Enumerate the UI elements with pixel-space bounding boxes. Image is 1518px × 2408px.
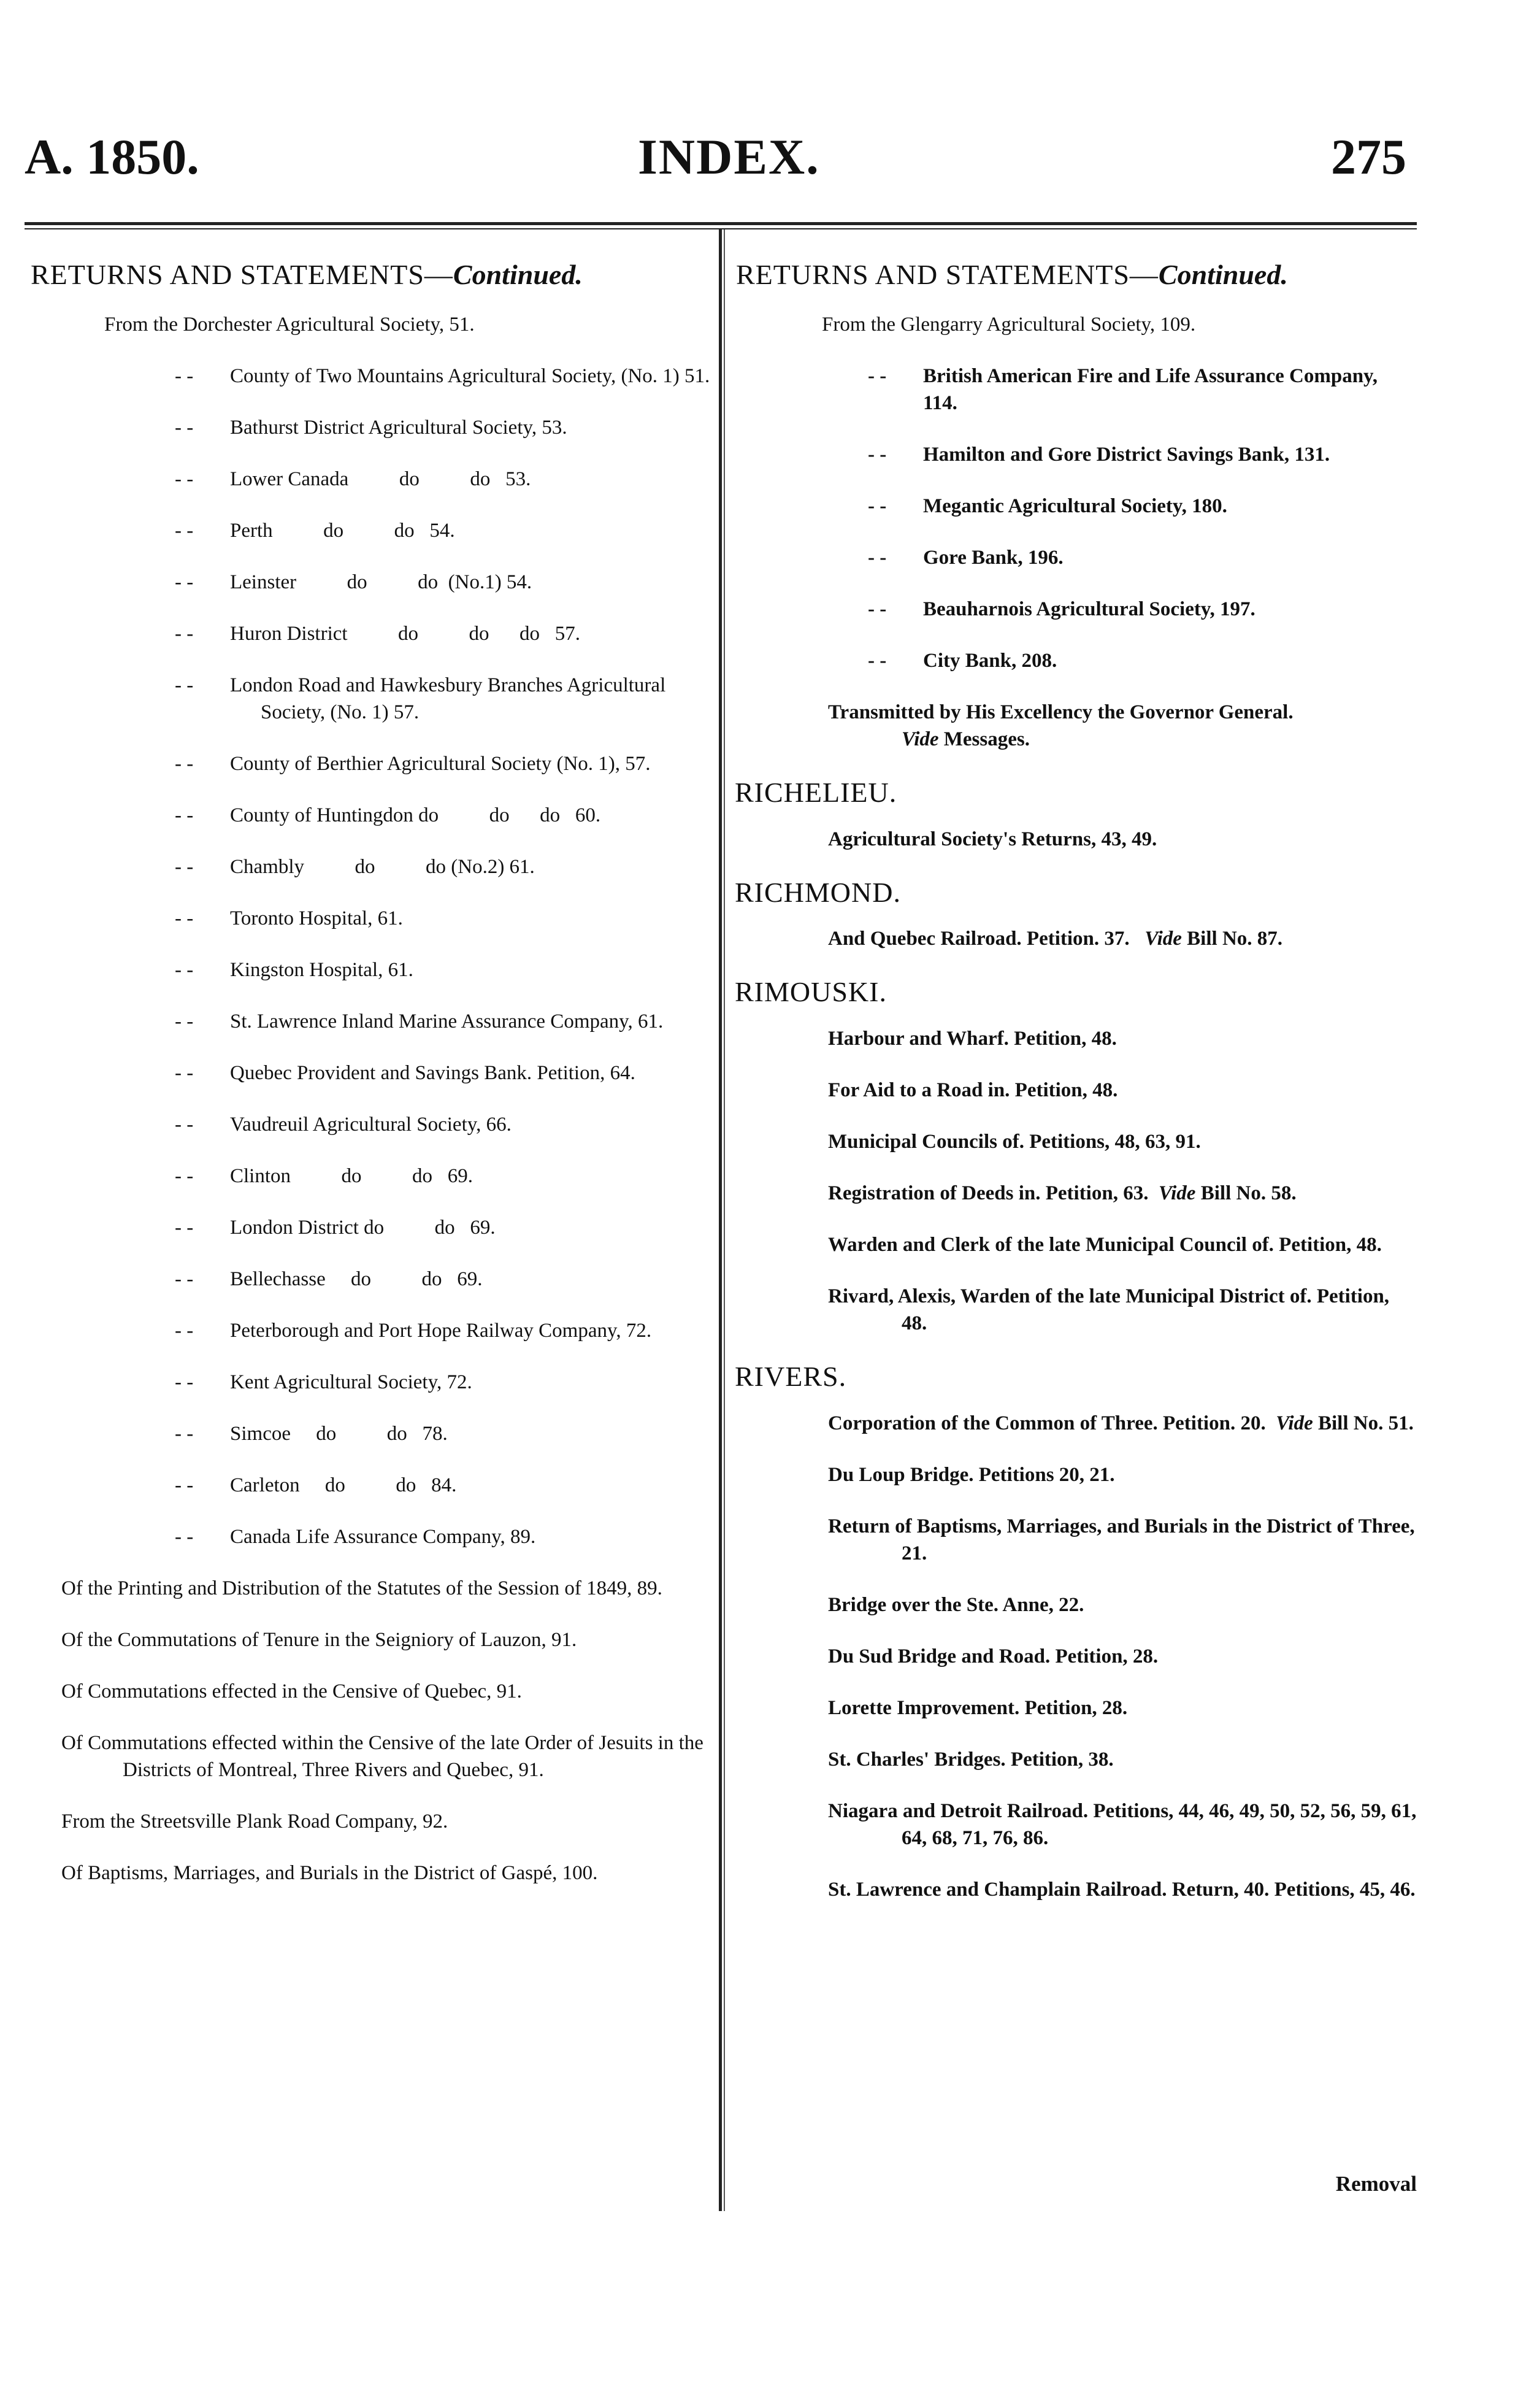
entry-text: Registration of Deeds in. Petition, 63. <box>828 1182 1149 1204</box>
subentry-text: Kingston Hospital, 61. <box>230 959 413 982</box>
index-subentry: - - Leinster do do (No.1) 54. <box>31 569 718 596</box>
index-entry: Municipal Councils of. Petitions, 48, 63, 91. <box>828 1130 1201 1153</box>
index-subentry: - - Peterborough and Port Hope Railway Company, 72. <box>31 1317 718 1344</box>
subentry-text: Chambly do do (No.2) 61. <box>230 856 535 879</box>
index-entry: Of the Commutations of Tenure in the Seigniory of Lauzon, 91. <box>61 1629 577 1652</box>
index-entry <box>736 925 1417 952</box>
index-entry: Bridge over the Ste. Anne, 22. <box>828 1593 1084 1616</box>
vide-word: Vide <box>1276 1412 1313 1434</box>
index-entry: Du Loup Bridge. Petitions 20, 21. <box>828 1463 1115 1486</box>
vide-target: Bill No. 87. <box>1181 928 1283 950</box>
index-subentry: - - Huron District do do do 57. <box>31 620 718 647</box>
index-subentry: - - Vaudreuil Agricultural Society, 66. <box>31 1111 718 1138</box>
subentry-text: County of Huntingdon do do do 60. <box>230 804 601 827</box>
index-entry: Lorette Improvement. Petition, 28. <box>828 1696 1128 1719</box>
index-subentry: - - London District do do 69. <box>31 1214 718 1241</box>
index-entry: St. Lawrence and Champlain Railroad. Return, 40. Petitions, 45, 46. <box>828 1878 1416 1901</box>
index-subentry: - - Hamilton and Gore District Savings Bank, 131. <box>736 441 1417 468</box>
left-column <box>31 258 718 1911</box>
index-subentry: - - British American Fire and Life Assurance Company, 114. <box>736 363 1417 417</box>
section-continued: Continued. <box>1158 259 1288 290</box>
index-subentry: - - Lower Canada do do 53. <box>31 466 718 493</box>
index-subentry: - - Canada Life Assurance Company, 89. <box>31 1523 718 1550</box>
subentry-text: Simcoe do do 78. <box>230 1423 448 1445</box>
subentry-text: Megantic Agricultural Society, 180. <box>923 495 1227 518</box>
index-subentry: - - Simcoe do do 78. <box>31 1420 718 1447</box>
index-subentry: - - Gore Bank, 196. <box>736 544 1417 571</box>
page-title: INDEX. <box>638 129 820 185</box>
index-subentry: - - County of Two Mountains Agricultural Society, (No. 1) 51. <box>31 363 718 390</box>
section-heading-text: RETURNS AND STATEMENTS— <box>31 259 453 290</box>
index-subentry: - - Chambly do do (No.2) 61. <box>31 853 718 880</box>
subentry-text: Toronto Hospital, 61. <box>230 907 403 930</box>
index-entry: Harbour and Wharf. Petition, 48. <box>828 1027 1117 1050</box>
vide-target: Bill No. 51. <box>1313 1412 1414 1434</box>
index-subentry: - - City Bank, 208. <box>736 647 1417 674</box>
subentry-text: Bathurst District Agricultural Society, 53. <box>230 417 567 439</box>
index-entry: From the Streetsville Plank Road Company, 92. <box>61 1810 448 1833</box>
index-entry: Of Commutations effected in the Censive of Quebec, 91. <box>61 1680 522 1703</box>
entry-text: Corporation of the Common of Three. Petition. 20. <box>828 1412 1266 1434</box>
index-heading-rivers: RIVERS. <box>735 1360 847 1392</box>
right-column <box>736 258 1417 1928</box>
index-subentry: - - Kingston Hospital, 61. <box>31 956 718 983</box>
index-heading-richmond: RICHMOND. <box>735 876 901 908</box>
index-subentry: - - County of Berthier Agricultural Society (No. 1), 57. <box>31 750 718 777</box>
vide-word: Vide <box>1158 1182 1196 1204</box>
vide-word: Vide <box>1144 928 1182 950</box>
index-subentry: - - County of Huntingdon do do do 60. <box>31 802 718 829</box>
subentry-text: Clinton do do 69. <box>230 1165 473 1188</box>
index-entry: Du Sud Bridge and Road. Petition, 28. <box>828 1645 1159 1668</box>
subentry-text: Perth do do 54. <box>230 520 455 542</box>
index-entry: Of Commutations effected within the Censive of the late Order of Jesuits in the Districts of Montreal, Three Rivers and Quebec, 91. <box>61 1732 703 1782</box>
subentry-text: Carleton do do 84. <box>230 1474 457 1497</box>
index-entry: Return of Baptisms, Marriages, and Burials in the District of Three, 21. <box>828 1515 1415 1564</box>
vide-target: Messages. <box>938 728 1030 751</box>
section-heading <box>31 258 718 291</box>
subentry-text: Gore Bank, 196. <box>923 547 1064 569</box>
index-entry <box>736 1410 1417 1437</box>
index-subentry: - - St. Lawrence Inland Marine Assurance Company, 61. <box>31 1008 718 1035</box>
subentry-text: Lower Canada do do 53. <box>230 468 531 491</box>
subentry-text: County of Berthier Agricultural Society (No. 1), 57. <box>230 753 651 775</box>
subentry-text: St. Lawrence Inland Marine Assurance Company, 61. <box>230 1010 664 1033</box>
header-rule-thick <box>25 222 1417 225</box>
entry-text: And Quebec Railroad. Petition. 37. <box>828 928 1130 950</box>
column-divider <box>719 229 722 2211</box>
subentry-text: Quebec Provident and Savings Bank. Petition, 64. <box>230 1062 635 1085</box>
subentry-text: Leinster do do (No.1) 54. <box>230 571 532 594</box>
index-entry: Niagara and Detroit Railroad. Petitions, 44, 46, 49, 50, 52, 56, 59, 61, 64, 68, 71, 76, 86. <box>828 1799 1417 1849</box>
index-subentry: - - Megantic Agricultural Society, 180. <box>736 493 1417 520</box>
subentry-text: County of Two Mountains Agricultural Society, (No. 1) 51. <box>230 365 710 388</box>
index-entry: Of Baptisms, Marriages, and Burials in the District of Gaspé, 100. <box>61 1862 598 1885</box>
index-entry: From the Dorchester Agricultural Society, 51. <box>104 314 475 336</box>
subentry-text: City Bank, 208. <box>923 650 1057 672</box>
index-subentry: - - Quebec Provident and Savings Bank. Petition, 64. <box>31 1060 718 1087</box>
index-subentry: - - Bathurst District Agricultural Society, 53. <box>31 414 718 441</box>
subentry-text: Bellechasse do do 69. <box>230 1268 483 1291</box>
index-entry <box>736 1180 1417 1207</box>
catchword: Removal <box>1335 2172 1417 2196</box>
vide-target: Bill No. 58. <box>1195 1182 1297 1204</box>
subentry-text: Beauharnois Agricultural Society, 197. <box>923 598 1255 621</box>
index-heading-richelieu: RICHELIEU. <box>735 777 897 809</box>
transmitted-text: Transmitted by His Excellency the Governor General. <box>828 701 1294 724</box>
page-number: 275 <box>1331 129 1406 185</box>
subentry-text: Canada Life Assurance Company, 89. <box>230 1526 536 1548</box>
section-continued: Continued. <box>453 259 583 290</box>
subentry-text: Kent Agricultural Society, 72. <box>230 1371 472 1394</box>
index-subentry: - - London Road and Hawkesbury Branches Agricultural Society, (No. 1) 57. <box>31 672 718 726</box>
subentry-text: London District do do 69. <box>230 1217 496 1239</box>
index-subentry: - - Toronto Hospital, 61. <box>31 905 718 932</box>
vide-word: Vide <box>902 728 939 751</box>
index-entry: Warden and Clerk of the late Municipal Council of. Petition, 48. <box>828 1233 1382 1256</box>
index-subentry: - - Clinton do do 69. <box>31 1163 718 1190</box>
index-entry: For Aid to a Road in. Petition, 48. <box>828 1079 1118 1101</box>
column-divider-inner <box>724 229 725 2211</box>
subentry-text: Huron District do do do 57. <box>230 623 581 645</box>
subentry-text: Hamilton and Gore District Savings Bank, 131. <box>923 444 1330 466</box>
subentry-text: Vaudreuil Agricultural Society, 66. <box>230 1114 512 1136</box>
index-entry: From the Glengarry Agricultural Society, 109. <box>822 314 1196 336</box>
page-year: A. 1850. <box>25 129 199 185</box>
index-heading-rimouski: RIMOUSKI. <box>735 976 887 1008</box>
index-entry: Of the Printing and Distribution of the Statutes of the Session of 1849, 89. <box>61 1577 662 1600</box>
index-entry <box>736 699 1417 753</box>
index-subentry: - - Bellechasse do do 69. <box>31 1266 718 1293</box>
subentry-text: Peterborough and Port Hope Railway Company, 72. <box>230 1320 652 1342</box>
subentry-text: British American Fire and Life Assurance Company, 114. <box>923 365 1378 415</box>
section-heading-text: RETURNS AND STATEMENTS— <box>736 259 1159 290</box>
subentry-text: London Road and Hawkesbury Branches Agricultural Society, (No. 1) 57. <box>230 674 666 724</box>
index-subentry: - - Beauharnois Agricultural Society, 197. <box>736 596 1417 623</box>
index-subentry: - - Kent Agricultural Society, 72. <box>31 1369 718 1396</box>
index-entry: Rivard, Alexis, Warden of the late Municipal District of. Petition, 48. <box>828 1285 1390 1334</box>
section-heading <box>736 258 1417 291</box>
index-subentry: - - Perth do do 54. <box>31 517 718 544</box>
index-subentry: - - Carleton do do 84. <box>31 1472 718 1499</box>
index-entry: St. Charles' Bridges. Petition, 38. <box>828 1748 1114 1771</box>
index-entry: Agricultural Society's Returns, 43, 49. <box>828 828 1157 850</box>
